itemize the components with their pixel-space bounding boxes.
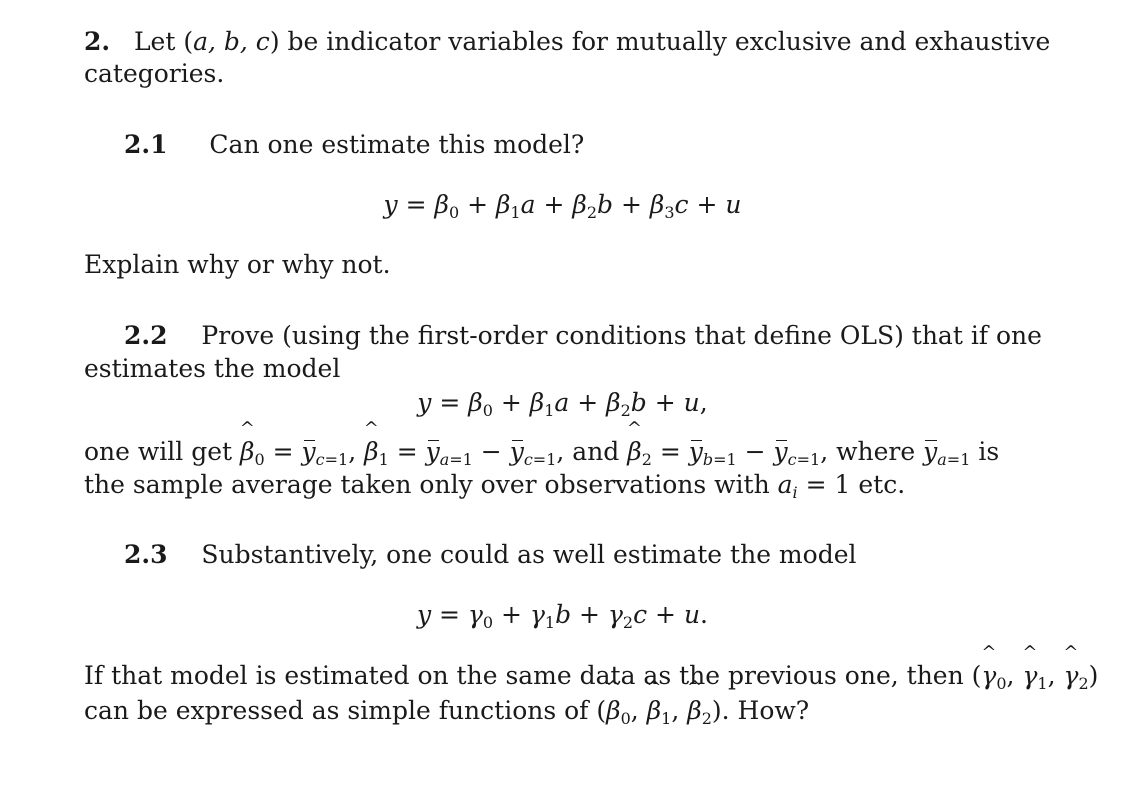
q2-intro-line1	[84, 26, 1050, 58]
q22-result-line2: the sample average taken only over observations with $a_i = 1$ etc.	[84, 470, 906, 502]
q21-followup: Explain why or why not.	[84, 250, 391, 279]
q21-text: Can one estimate this model?	[209, 130, 585, 159]
q2-intro-text: Let (a, b, c) be indicator variables for mutually exclusive and exhaustive	[118, 27, 1051, 56]
q22-text-line2: estimates the model	[84, 354, 341, 383]
q21-heading	[124, 129, 584, 161]
q2-intro-line2: categories.	[84, 59, 225, 88]
q23-heading	[124, 539, 856, 571]
q23-text: Substantively, one could as well estimate the model	[201, 540, 857, 569]
q21-equation: $y = \beta_0 + \beta_1a + \beta_2b + \beta_3c + u$	[383, 190, 742, 222]
q23-equation: $y = \gamma_0 + \gamma_1b + \gamma_2c + u$.	[416, 600, 708, 632]
q22-equation: $y = \beta_0 + \beta_1a + \beta_2b + u$,	[417, 388, 708, 420]
q23-line2: can be expressed as simple functions of (^ $\beta_0$, ^ $\beta_1$, ^ $\beta_2$). How?	[84, 695, 809, 727]
q2-number: 2.	[84, 27, 111, 56]
q23-line1: If that model is estimated on the same data as the previous one, then (^ $\gamma_0$, ^ $\gamma_1$, ^ $\gamma_2$)	[84, 660, 1098, 692]
q22-result-line1: one will get ^ $\beta_0 = y_{c=1}$, ^ $\beta_1 = y_{a=1} - y_{c=1}$, and ^ $\beta_2 = y_{b=1} - y_{c=1}$, where $y_{a=1}$ is	[84, 436, 999, 468]
q22-heading	[124, 320, 1042, 352]
q22-number: 2.2	[124, 321, 168, 350]
q21-number: 2.1	[124, 130, 168, 159]
q23-number: 2.3	[124, 540, 168, 569]
q22-text-line1: Prove (using the first-order conditions that define OLS) that if one	[201, 321, 1042, 350]
